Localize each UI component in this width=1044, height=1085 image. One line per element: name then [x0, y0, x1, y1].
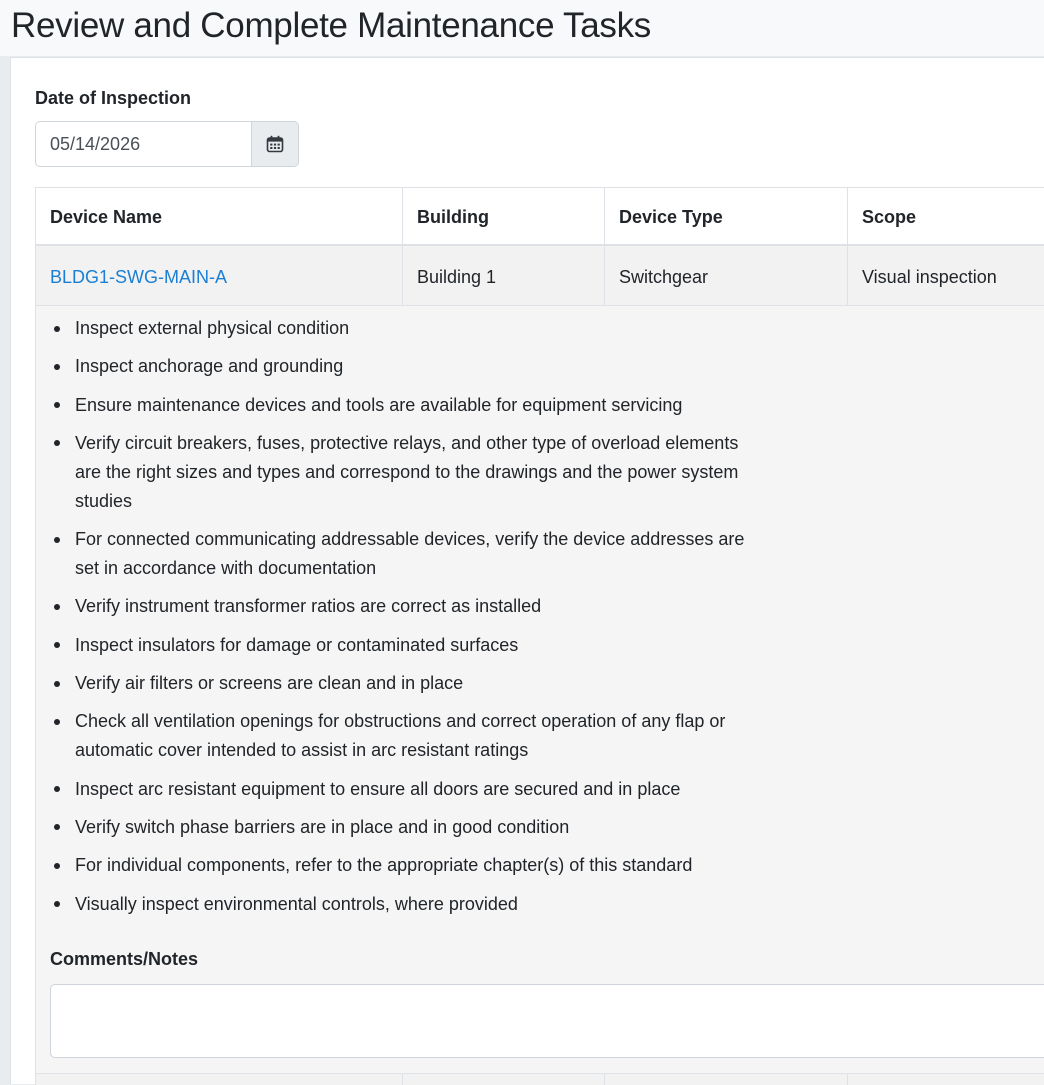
- maintenance-table: [35, 187, 1044, 1085]
- task-item: Verify instrument transformer ratios are correct as installed: [75, 592, 765, 621]
- column-divider: [402, 1074, 403, 1085]
- task-item: For connected communicating addressable devices, verify the device addresses are set in accordance with documentation: [75, 525, 765, 583]
- task-item: Inspect external physical condition: [75, 314, 765, 343]
- task-item: For individual components, refer to the appropriate chapter(s) of this standard: [75, 851, 765, 880]
- column-header-building: Building: [417, 207, 489, 227]
- task-item: Inspect insulators for damage or contaminated surfaces: [75, 631, 765, 660]
- task-item: Check all ventilation openings for obstructions and correct operation of any flap or automatic cover intended to assist in arc resistant ratings: [75, 707, 765, 765]
- column-divider: [847, 246, 848, 305]
- date-of-inspection-input[interactable]: [35, 121, 252, 167]
- task-item: Verify circuit breakers, fuses, protective relays, and other type of overload elements are the right sizes and types and correspond to the drawings and the power system studies: [75, 429, 765, 516]
- date-of-inspection-label: Date of Inspection: [35, 88, 192, 108]
- column-divider: [604, 1074, 605, 1085]
- page-header: [0, 0, 1044, 56]
- device-name-cell: [36, 246, 403, 305]
- comments-notes-textarea[interactable]: [50, 984, 1044, 1058]
- table-header: [36, 188, 1044, 246]
- device-name-link[interactable]: BLDG1-SWG-MAIN-A: [50, 267, 228, 287]
- comments-notes-label: Comments/Notes: [50, 949, 199, 969]
- column-divider: [604, 188, 605, 244]
- column-header-device-type: Device Type: [619, 207, 723, 227]
- task-item: Inspect anchorage and grounding: [75, 352, 765, 381]
- table-row[interactable]: [36, 1074, 1044, 1085]
- scope-cell: Visual inspection: [862, 267, 997, 287]
- column-divider: [847, 188, 848, 244]
- column-divider: [604, 246, 605, 305]
- device-type-cell: Switchgear: [619, 267, 709, 287]
- calendar-button[interactable]: [251, 121, 299, 167]
- task-item: Verify air filters or screens are clean and in place: [75, 669, 765, 698]
- task-detail-panel: [36, 306, 1044, 1074]
- column-divider: [402, 246, 403, 305]
- page-title: Review and Complete Maintenance Tasks: [11, 6, 651, 45]
- calendar-icon: [266, 135, 284, 153]
- table-row[interactable]: [36, 246, 1044, 306]
- task-item: Ensure maintenance devices and tools are available for equipment servicing: [75, 391, 765, 420]
- building-cell: Building 1: [417, 267, 497, 287]
- column-header-scope: Scope: [862, 207, 917, 227]
- column-header-device-name: Device Name: [50, 207, 163, 227]
- task-list: [36, 314, 796, 928]
- column-divider: [402, 188, 403, 244]
- task-item: Verify switch phase barriers are in place and in good condition: [75, 813, 765, 842]
- column-divider: [847, 1074, 848, 1085]
- task-item: Inspect arc resistant equipment to ensure all doors are secured and in place: [75, 775, 765, 804]
- date-picker: [35, 121, 300, 167]
- task-item: Visually inspect environmental controls, where provided: [75, 890, 765, 919]
- content-panel: [10, 57, 1044, 1084]
